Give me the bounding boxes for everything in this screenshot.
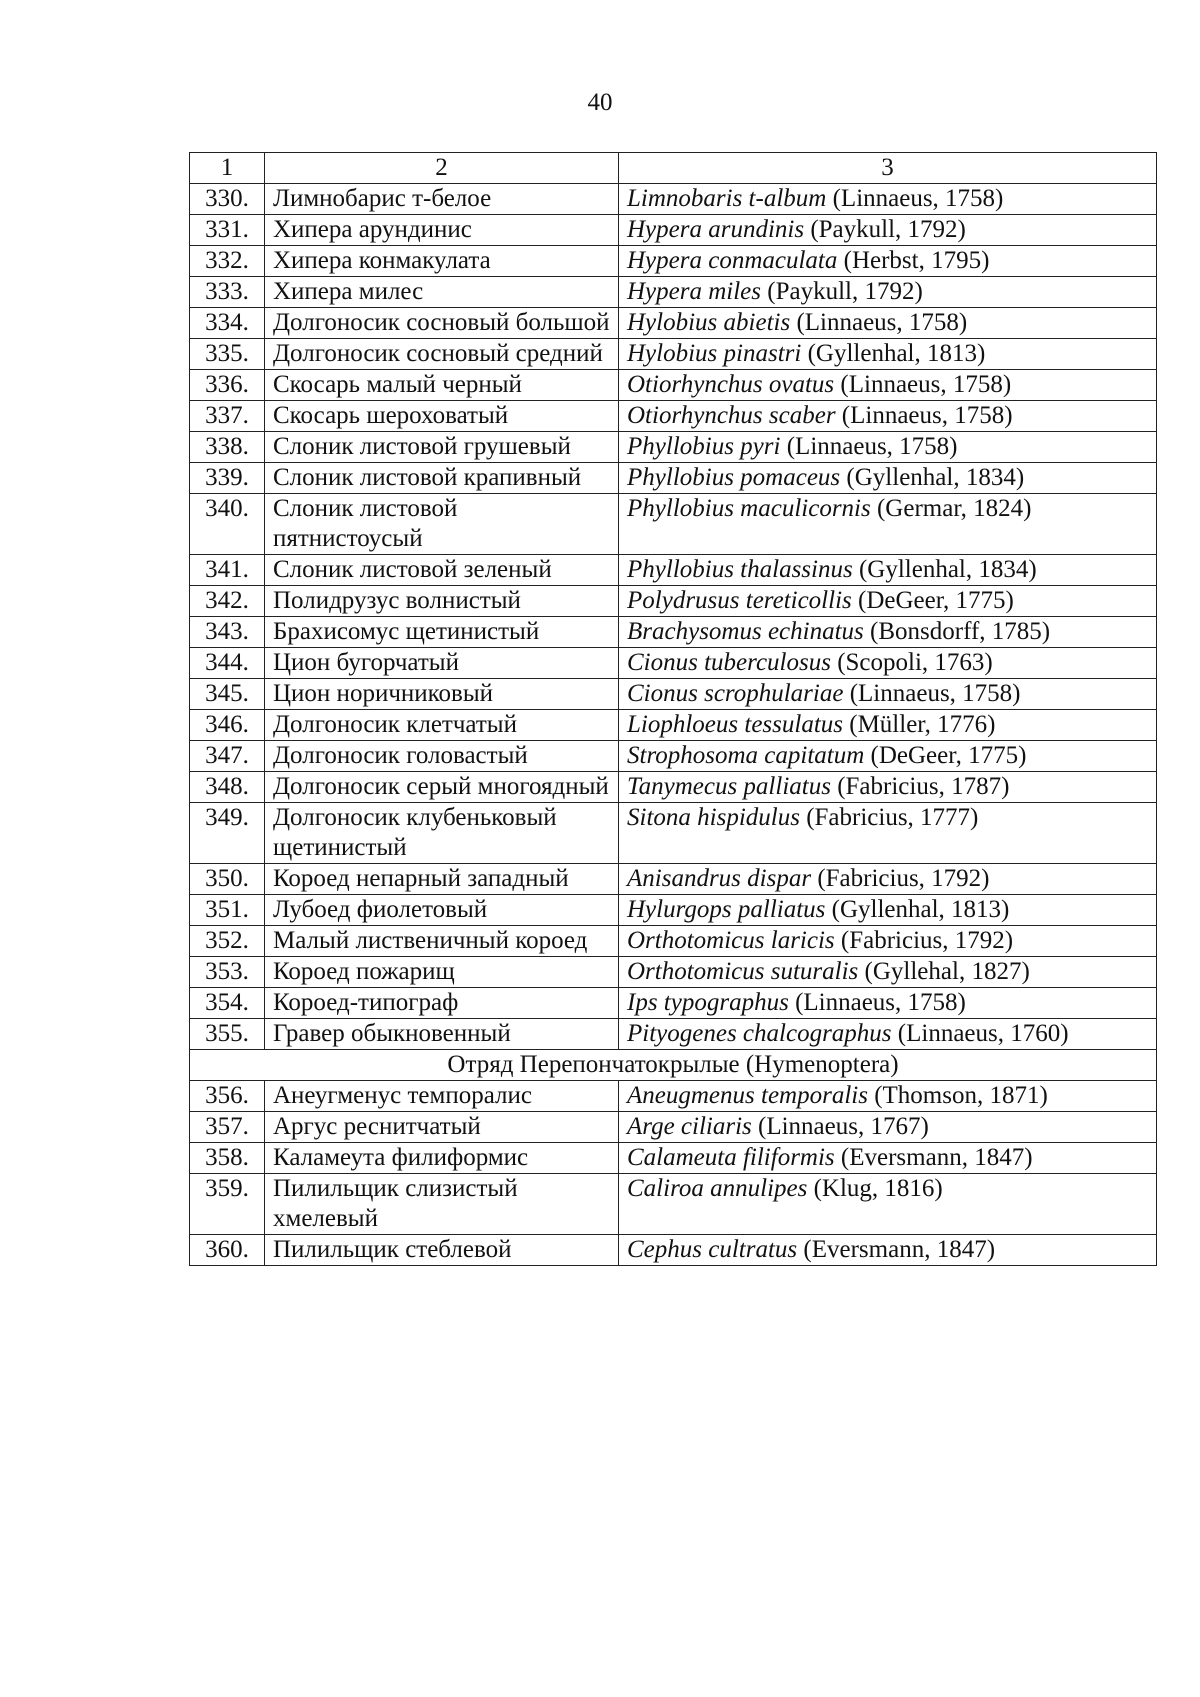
latin-name: Cephus cultratus — [627, 1236, 798, 1263]
author-year: (Thomson, 1871) — [867, 1082, 1048, 1109]
table-row — [190, 494, 1157, 555]
section-title: Отряд Перепончатокрылые (Hymenoptera) — [190, 1050, 1157, 1081]
scientific-name-cell — [619, 1081, 1157, 1112]
table-row — [190, 926, 1157, 957]
author-year: (Gyllehal, 1827) — [858, 958, 1030, 985]
section-row — [190, 1050, 1157, 1081]
author-year: (Bonsdorff, 1785) — [863, 618, 1051, 645]
row-number: 355. — [190, 1019, 265, 1050]
scientific-name-cell — [619, 710, 1157, 741]
scientific-name-cell — [619, 586, 1157, 617]
table-row — [190, 401, 1157, 432]
row-number: 348. — [190, 772, 265, 803]
latin-name: Orthotomicus suturalis — [627, 958, 859, 985]
row-number: 337. — [190, 401, 265, 432]
table-row — [190, 988, 1157, 1019]
table-row — [190, 1081, 1157, 1112]
table-row — [190, 957, 1157, 988]
row-number: 357. — [190, 1112, 265, 1143]
latin-name: Aneugmenus temporalis — [627, 1082, 868, 1109]
author-year: (Linnaeus, 1760) — [891, 1020, 1069, 1047]
author-year: (Eversmann, 1847) — [834, 1144, 1033, 1171]
author-year: (Linnaeus, 1758) — [843, 680, 1021, 707]
author-year: (Eversmann, 1847) — [797, 1236, 996, 1263]
author-year: (Klug, 1816) — [807, 1175, 943, 1202]
latin-name: Otiorhynchus scaber — [627, 402, 836, 429]
table-row — [190, 308, 1157, 339]
table-row — [190, 803, 1157, 864]
author-year: (Linnaeus, 1758) — [826, 185, 1004, 212]
scientific-name-cell — [619, 648, 1157, 679]
author-year: (Linnaeus, 1758) — [834, 371, 1012, 398]
table-row — [190, 772, 1157, 803]
scientific-name-cell — [619, 401, 1157, 432]
scientific-name-cell — [619, 679, 1157, 710]
table-row — [190, 339, 1157, 370]
table-row — [190, 1174, 1157, 1235]
latin-name: Phyllobius thalassinus — [627, 556, 853, 583]
row-number: 339. — [190, 463, 265, 494]
scientific-name-cell — [619, 926, 1157, 957]
latin-name: Phyllobius pomaceus — [627, 464, 841, 491]
scientific-name-cell — [619, 246, 1157, 277]
scientific-name-cell — [619, 957, 1157, 988]
table-row — [190, 1143, 1157, 1174]
russian-name: Пилильщик стеблевой — [265, 1235, 619, 1266]
latin-name: Hylurgops palliatus — [627, 896, 826, 923]
scientific-name-cell — [619, 370, 1157, 401]
scientific-name-cell — [619, 215, 1157, 246]
latin-name: Tanymecus palliatus — [627, 773, 831, 800]
author-year: (DeGeer, 1775) — [864, 742, 1027, 769]
table-row — [190, 555, 1157, 586]
latin-name: Pityogenes chalcographus — [627, 1020, 892, 1047]
russian-name: Цион бугорчатый — [265, 648, 619, 679]
table-row — [190, 246, 1157, 277]
scientific-name-cell — [619, 339, 1157, 370]
author-year: (Fabricius, 1792) — [834, 927, 1014, 954]
russian-name: Слоник листовой грушевый — [265, 432, 619, 463]
table-row — [190, 586, 1157, 617]
latin-name: Hypera conmaculata — [627, 247, 838, 274]
column-header-number: 1 — [190, 153, 265, 184]
row-number: 330. — [190, 184, 265, 215]
table-row — [190, 648, 1157, 679]
latin-name: Hylobius pinastri — [627, 340, 802, 367]
row-number: 359. — [190, 1174, 265, 1235]
russian-name: Хипера конмакулата — [265, 246, 619, 277]
scientific-name-cell — [619, 864, 1157, 895]
author-year: (Paykull, 1792) — [761, 278, 923, 305]
scientific-name-cell — [619, 617, 1157, 648]
author-year: (Gyllenhal, 1813) — [825, 896, 1010, 923]
table-row — [190, 184, 1157, 215]
author-year: (Linnaeus, 1758) — [788, 989, 966, 1016]
russian-name: Хипера милес — [265, 277, 619, 308]
russian-name: Лубоед фиолетовый — [265, 895, 619, 926]
table-row — [190, 1112, 1157, 1143]
author-year: (Fabricius, 1792) — [811, 865, 990, 892]
russian-name: Долгоносик сосновый средний — [265, 339, 619, 370]
table-row — [190, 215, 1157, 246]
scientific-name-cell — [619, 184, 1157, 215]
table-row — [190, 1235, 1157, 1266]
latin-name: Brachysomus echinatus — [627, 618, 864, 645]
latin-name: Hypera arundinis — [627, 216, 805, 243]
latin-name: Sitona hispidulus — [627, 804, 800, 831]
latin-name: Calameuta filiformis — [627, 1144, 835, 1171]
table-row — [190, 1019, 1157, 1050]
latin-name: Limnobaris t-album — [627, 185, 827, 212]
table-header-row — [190, 153, 1157, 184]
russian-name: Пилильщик слизистый хмелевый — [265, 1174, 619, 1235]
row-number: 341. — [190, 555, 265, 586]
scientific-name-cell — [619, 1174, 1157, 1235]
author-year: (Gyllenhal, 1813) — [801, 340, 986, 367]
latin-name: Cionus tuberculosus — [627, 649, 831, 676]
row-number: 353. — [190, 957, 265, 988]
russian-name: Долгоносик серый многоядный — [265, 772, 619, 803]
scientific-name-cell — [619, 432, 1157, 463]
russian-name: Короед пожарищ — [265, 957, 619, 988]
table-row — [190, 710, 1157, 741]
author-year: (Germar, 1824) — [870, 495, 1032, 522]
russian-name: Короед непарный западный — [265, 864, 619, 895]
russian-name: Слоник листовой крапивный — [265, 463, 619, 494]
row-number: 351. — [190, 895, 265, 926]
russian-name: Полидрузус волнистый — [265, 586, 619, 617]
latin-name: Anisandrus dispar — [627, 865, 812, 892]
latin-name: Polydrusus tereticollis — [627, 587, 852, 614]
table-row — [190, 370, 1157, 401]
column-header-latin-name: 3 — [619, 153, 1157, 184]
row-number: 344. — [190, 648, 265, 679]
latin-name: Hypera miles — [627, 278, 761, 305]
table-row — [190, 432, 1157, 463]
author-year: (Linnaeus, 1767) — [751, 1113, 929, 1140]
table-row — [190, 463, 1157, 494]
scientific-name-cell — [619, 308, 1157, 339]
author-year: (Müller, 1776) — [843, 711, 996, 738]
row-number: 346. — [190, 710, 265, 741]
row-number: 356. — [190, 1081, 265, 1112]
row-number: 342. — [190, 586, 265, 617]
scientific-name-cell — [619, 1112, 1157, 1143]
russian-name: Долгоносик головастый — [265, 741, 619, 772]
row-number: 358. — [190, 1143, 265, 1174]
latin-name: Phyllobius maculicornis — [627, 495, 871, 522]
row-number: 347. — [190, 741, 265, 772]
latin-name: Otiorhynchus ovatus — [627, 371, 835, 398]
latin-name: Phyllobius pyri — [627, 433, 781, 460]
russian-name: Скосарь шероховатый — [265, 401, 619, 432]
russian-name: Слоник листовой пятнистоусый — [265, 494, 619, 555]
author-year: (Linnaeus, 1758) — [835, 402, 1013, 429]
species-table — [189, 152, 1157, 1266]
row-number: 334. — [190, 308, 265, 339]
russian-name: Долгоносик клетчатый — [265, 710, 619, 741]
russian-name: Аргус реснитчатый — [265, 1112, 619, 1143]
table-row — [190, 277, 1157, 308]
row-number: 350. — [190, 864, 265, 895]
latin-name: Strophosoma capitatum — [627, 742, 865, 769]
table-row — [190, 864, 1157, 895]
russian-name: Цион норичниковый — [265, 679, 619, 710]
table-row — [190, 679, 1157, 710]
table-row — [190, 617, 1157, 648]
row-number: 340. — [190, 494, 265, 555]
author-year: (Paykull, 1792) — [804, 216, 966, 243]
author-year: (Gyllenhal, 1834) — [852, 556, 1037, 583]
row-number: 349. — [190, 803, 265, 864]
scientific-name-cell — [619, 1019, 1157, 1050]
author-year: (DeGeer, 1775) — [851, 587, 1014, 614]
scientific-name-cell — [619, 277, 1157, 308]
russian-name: Брахисомус щетинистый — [265, 617, 619, 648]
russian-name: Гравер обыкновенный — [265, 1019, 619, 1050]
scientific-name-cell — [619, 555, 1157, 586]
latin-name: Arge ciliaris — [627, 1113, 752, 1140]
russian-name: Слоник листовой зеленый — [265, 555, 619, 586]
table-row — [190, 741, 1157, 772]
page-number: 40 — [587, 89, 613, 116]
row-number: 331. — [190, 215, 265, 246]
author-year: (Gyllenhal, 1834) — [840, 464, 1025, 491]
row-number: 360. — [190, 1235, 265, 1266]
russian-name: Каламеута филиформис — [265, 1143, 619, 1174]
row-number: 345. — [190, 679, 265, 710]
scientific-name-cell — [619, 1235, 1157, 1266]
row-number: 332. — [190, 246, 265, 277]
row-number: 336. — [190, 370, 265, 401]
scientific-name-cell — [619, 772, 1157, 803]
scientific-name-cell — [619, 895, 1157, 926]
author-year: (Herbst, 1795) — [837, 247, 990, 274]
scientific-name-cell — [619, 988, 1157, 1019]
row-number: 338. — [190, 432, 265, 463]
row-number: 343. — [190, 617, 265, 648]
table-body — [190, 153, 1157, 1266]
table-row — [190, 895, 1157, 926]
scientific-name-cell — [619, 741, 1157, 772]
author-year: (Linnaeus, 1758) — [780, 433, 958, 460]
author-year: (Scopoli, 1763) — [830, 649, 993, 676]
latin-name: Caliroa annulipes — [627, 1175, 808, 1202]
russian-name: Малый лиственичный короед — [265, 926, 619, 957]
russian-name: Анеугменус темпоралис — [265, 1081, 619, 1112]
row-number: 354. — [190, 988, 265, 1019]
scientific-name-cell — [619, 803, 1157, 864]
scientific-name-cell — [619, 1143, 1157, 1174]
row-number: 352. — [190, 926, 265, 957]
author-year: (Fabricius, 1777) — [799, 804, 979, 831]
russian-name: Скосарь малый черный — [265, 370, 619, 401]
column-header-russian-name: 2 — [265, 153, 619, 184]
russian-name: Короед-типограф — [265, 988, 619, 1019]
russian-name: Долгоносик сосновый большой — [265, 308, 619, 339]
author-year: (Fabricius, 1787) — [830, 773, 1010, 800]
scientific-name-cell — [619, 494, 1157, 555]
latin-name: Cionus scrophulariae — [627, 680, 844, 707]
latin-name: Hylobius abietis — [627, 309, 791, 336]
latin-name: Liophloeus tessulatus — [627, 711, 843, 738]
author-year: (Linnaeus, 1758) — [790, 309, 968, 336]
scientific-name-cell — [619, 463, 1157, 494]
latin-name: Ips typographus — [627, 989, 789, 1016]
row-number: 333. — [190, 277, 265, 308]
russian-name: Лимнобарис т-белое — [265, 184, 619, 215]
row-number: 335. — [190, 339, 265, 370]
russian-name: Долгоносик клубеньковый щетинистый — [265, 803, 619, 864]
russian-name: Хипера арундинис — [265, 215, 619, 246]
latin-name: Orthotomicus laricis — [627, 927, 835, 954]
